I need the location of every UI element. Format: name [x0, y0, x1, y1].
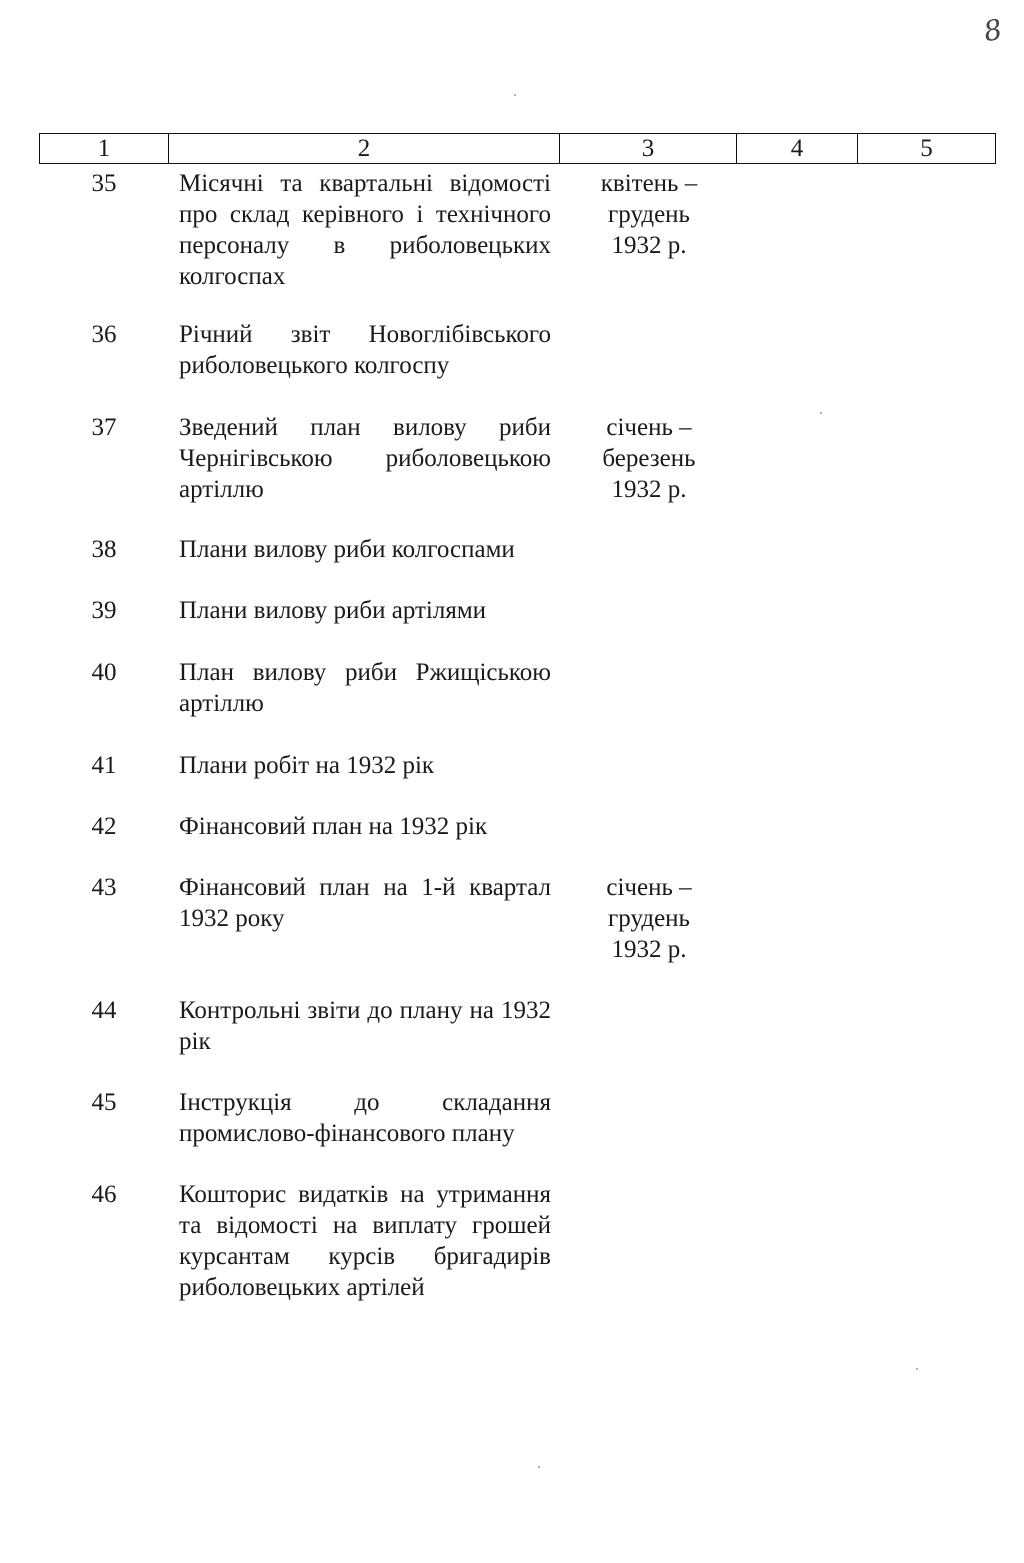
- entry-date-line: грудень: [608, 905, 690, 932]
- entry-date-line: грудень: [608, 201, 690, 228]
- entry-date-line: січень –: [606, 414, 692, 441]
- entry-date-line: 1932 р.: [611, 936, 687, 963]
- entry-number: 41: [91, 752, 117, 779]
- entry-date-line: квітень –: [600, 170, 698, 197]
- entry-title: Фінансовий план на 1-й квартал 1932 року: [179, 874, 551, 932]
- handwritten-sheet-number: 8: [981, 12, 1005, 49]
- column-number-header: [39, 133, 996, 164]
- entry-title: Кошторис видатків на утримання та відомості на виплату грошей курсантам курсів бригадирів риболовецьких артілей: [179, 1181, 551, 1301]
- entry-title: План вилову риби Ржищіською артіллю: [179, 659, 551, 717]
- entry-title: Плани вилову риби артілями: [179, 597, 487, 624]
- entry-number: 38: [91, 536, 117, 563]
- entry-title: Плани робіт на 1932 рік: [179, 752, 435, 779]
- entry-number: 46: [91, 1181, 117, 1208]
- entry-dates: [574, 168, 724, 261]
- header-cell-1: 1: [40, 134, 169, 163]
- scan-speck: [916, 1368, 918, 1370]
- entry-date-line: 1932 р.: [611, 232, 687, 259]
- scan-speck: [820, 412, 822, 414]
- entry-date-line: 1932 р.: [611, 476, 687, 503]
- entry-number: 44: [91, 997, 117, 1024]
- entry-number: 39: [91, 597, 117, 624]
- entry-dates: [574, 872, 724, 965]
- entry-title: Зведений план вилову риби Чернігівською риболовецькою артіллю: [179, 414, 551, 503]
- entry-title: Плани вилову риби колгоспами: [179, 536, 515, 563]
- entry-date-line: січень –: [606, 874, 692, 901]
- scan-speck: [538, 1466, 540, 1468]
- scan-speck: [514, 94, 516, 96]
- entry-title: Фінансовий план на 1932 рік: [179, 813, 488, 840]
- entry-number: 35: [91, 170, 117, 197]
- entry-title: Місячні та квартальні відомості про склад керівного і технічного персоналу в риболовецьких колгоспах: [179, 170, 551, 290]
- entry-number: 36: [91, 321, 117, 348]
- entry-title: Контрольні звіти до плану на 1932 рік: [179, 997, 551, 1055]
- entry-number: 37: [91, 414, 117, 441]
- entry-dates: [574, 412, 724, 505]
- header-cell-3: 3: [560, 134, 737, 163]
- entry-number: 43: [91, 874, 117, 901]
- entry-title: Річний звіт Новоглібівського риболовецького колгоспу: [179, 321, 551, 379]
- entry-date-line: березень: [602, 445, 696, 472]
- entry-number: 45: [91, 1089, 117, 1116]
- header-cell-4: 4: [737, 134, 858, 163]
- header-cell-5: 5: [920, 135, 933, 162]
- header-cell-2: 2: [169, 134, 560, 163]
- entry-number: 40: [91, 659, 117, 686]
- entry-title: Інструкція до складання промислово-фінансового плану: [179, 1089, 551, 1147]
- entry-number: 42: [91, 813, 117, 840]
